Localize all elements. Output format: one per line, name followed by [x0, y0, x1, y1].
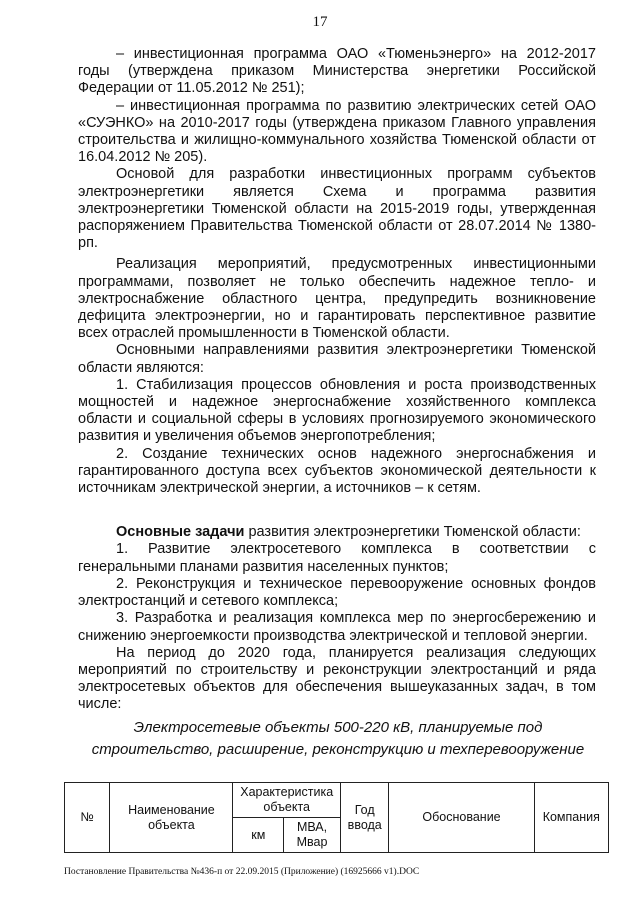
paragraph: – инвестиционная программа по развитию электрических сетей ОАО «СУЭНКО» на 2010-2017 годы (утверждена приказом Главного управления строительства и жилищно-коммунального хозяйства Тюменской области от 16.04.2012 № 205). — [78, 97, 596, 166]
table-caption: Электросетевые объекты 500-220 кВ, планируемые под строительство, расширение, реконструкцию и техперевооружение — [91, 719, 585, 758]
paragraph: Реализация мероприятий, предусмотренных инвестиционными программами, позволяет не только обеспечить надежное тепло- и электроснабжение областного центра, предупредить возникновение дефицита электроэнергии, но и гарантировать перспективное развитие всех отраслей промышленности в Тюменской области. — [78, 256, 596, 342]
task-item: 3. Разработка и реализация комплекса мер по энергосбережению и снижению энергоемкости производства электрической и тепловой энергии. — [78, 610, 596, 644]
tasks-heading-rest: развития электроэнергетики Тюменской области: — [244, 524, 581, 541]
task-item: 1. Развитие электросетевого комплекса в соответствии с генеральными планами развития населенных пунктов; — [78, 541, 596, 575]
header-justification: Обоснование — [389, 783, 534, 853]
objects-table — [64, 782, 609, 853]
paragraph: Основными направлениями развития электроэнергетики Тюменской области являются: — [78, 342, 596, 376]
paragraph: Основой для разработки инвестиционных программ субъектов электроэнергетики является Схема и программа развития электроэнергетики Тюменской области на 2015-2019 годы, утвержденная распоряжением Правительства Тюменской области от 28.07.2014 № 1380-рп. — [78, 166, 596, 252]
tasks-heading — [78, 524, 596, 541]
document-footer: Постановление Правительства №436-п от 22.09.2015 (Приложение) (16925666 v1).DOC — [64, 867, 420, 877]
paragraph: На период до 2020 года, планируется реализация следующих мероприятий по строительству и реконструкции электростанций и ряда электросетевых объектов для обеспечения вышеуказанных задач, в том числе: — [78, 644, 596, 713]
header-number: № — [65, 783, 110, 853]
header-company: Компания — [534, 783, 608, 853]
page-number: 17 — [312, 14, 328, 30]
document-body — [78, 46, 596, 714]
task-item: 2. Реконструкция и техническое перевооружение основных фондов электростанций и сетевого комплекса; — [78, 575, 596, 610]
table-header-row — [65, 783, 609, 818]
header-name: Наименование объекта — [110, 783, 233, 853]
paragraph: 2. Создание технических основ надежного энергоснабжения и гарантированного доступа всех субъектов экономической деятельности к источникам электрической энергии, а источников – к сетям. — [78, 445, 596, 497]
header-characteristic: Характеристика объекта — [233, 783, 340, 818]
header-mva: МВА, Мвар — [284, 818, 341, 853]
paragraph: 1. Стабилизация процессов обновления и роста производственных мощностей и надежное энергоснабжение хозяйственного комплекса области и социальной сферы в условиях прогнозируемого экономического развития и увеличения объемов энергопотребления; — [78, 376, 596, 445]
header-km: км — [233, 818, 284, 853]
paragraph: – инвестиционная программа ОАО «Тюменьэнерго» на 2012-2017 годы (утверждена приказом Министерства энергетики Российской Федерации от 11.05.2012 № 251); — [78, 46, 596, 97]
header-year: Год ввода — [340, 783, 389, 853]
tasks-heading-bold: Основные задачи — [116, 524, 245, 541]
